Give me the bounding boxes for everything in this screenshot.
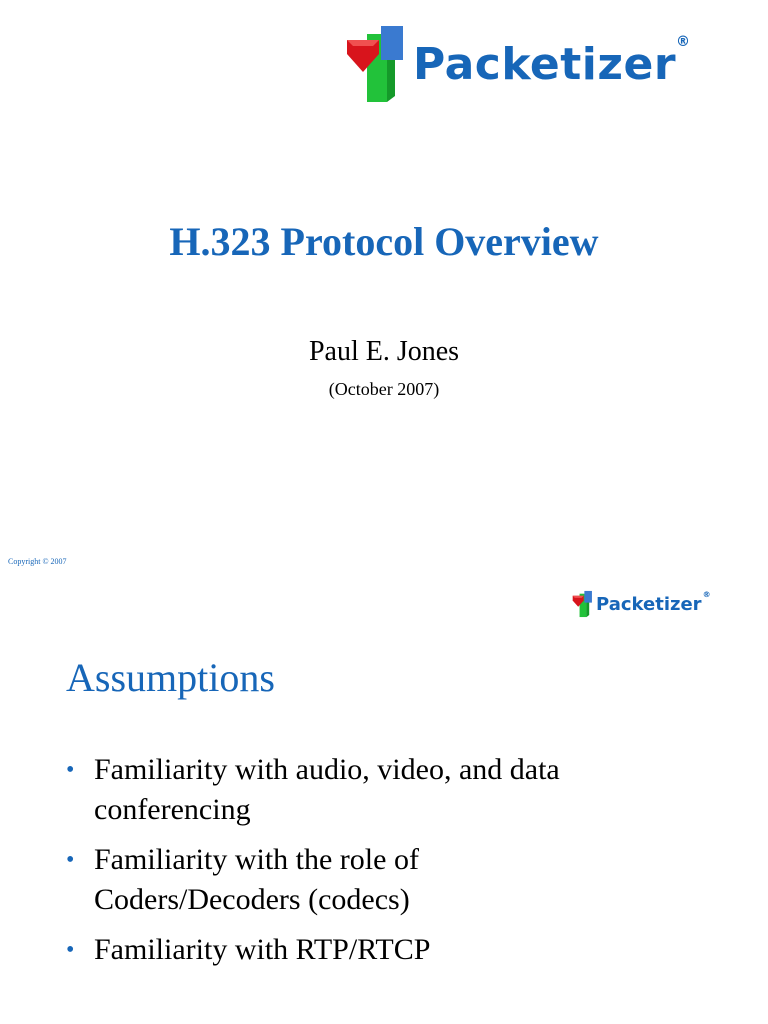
copyright-notice: Copyright © 2007 (8, 557, 67, 566)
list-item-line: conferencing (94, 793, 251, 826)
list-item (66, 930, 726, 970)
slide-heading: Assumptions (66, 655, 275, 700)
packetizer-mark-icon (345, 24, 409, 104)
list-item (66, 840, 726, 920)
assumptions-slide (0, 580, 768, 1024)
registered-mark: ® (676, 34, 691, 50)
bullet-icon: • (66, 937, 75, 963)
logo-wordmark: Packetizer (596, 593, 702, 615)
packetizer-mark-icon (572, 590, 594, 618)
author-name: Paul E. Jones (308, 336, 460, 367)
list-item-line: Familiarity with the role of (94, 843, 419, 876)
logo-wordmark: Packetizer (413, 38, 677, 90)
packetizer-logo-small (572, 590, 711, 618)
registered-mark: ® (702, 590, 711, 599)
bullet-icon: • (66, 847, 75, 873)
list-item-line: Familiarity with audio, video, and data (94, 753, 560, 786)
presentation-date: (October 2007) (328, 379, 440, 399)
bullet-icon: • (66, 757, 75, 783)
list-item-line: Familiarity with RTP/RTCP (94, 933, 431, 966)
list-item-line: Coders/Decoders (codecs) (94, 883, 410, 916)
assumptions-list (66, 750, 726, 980)
packetizer-logo (345, 24, 691, 104)
list-item (66, 750, 726, 830)
slide-title: H.323 Protocol Overview (169, 219, 599, 264)
